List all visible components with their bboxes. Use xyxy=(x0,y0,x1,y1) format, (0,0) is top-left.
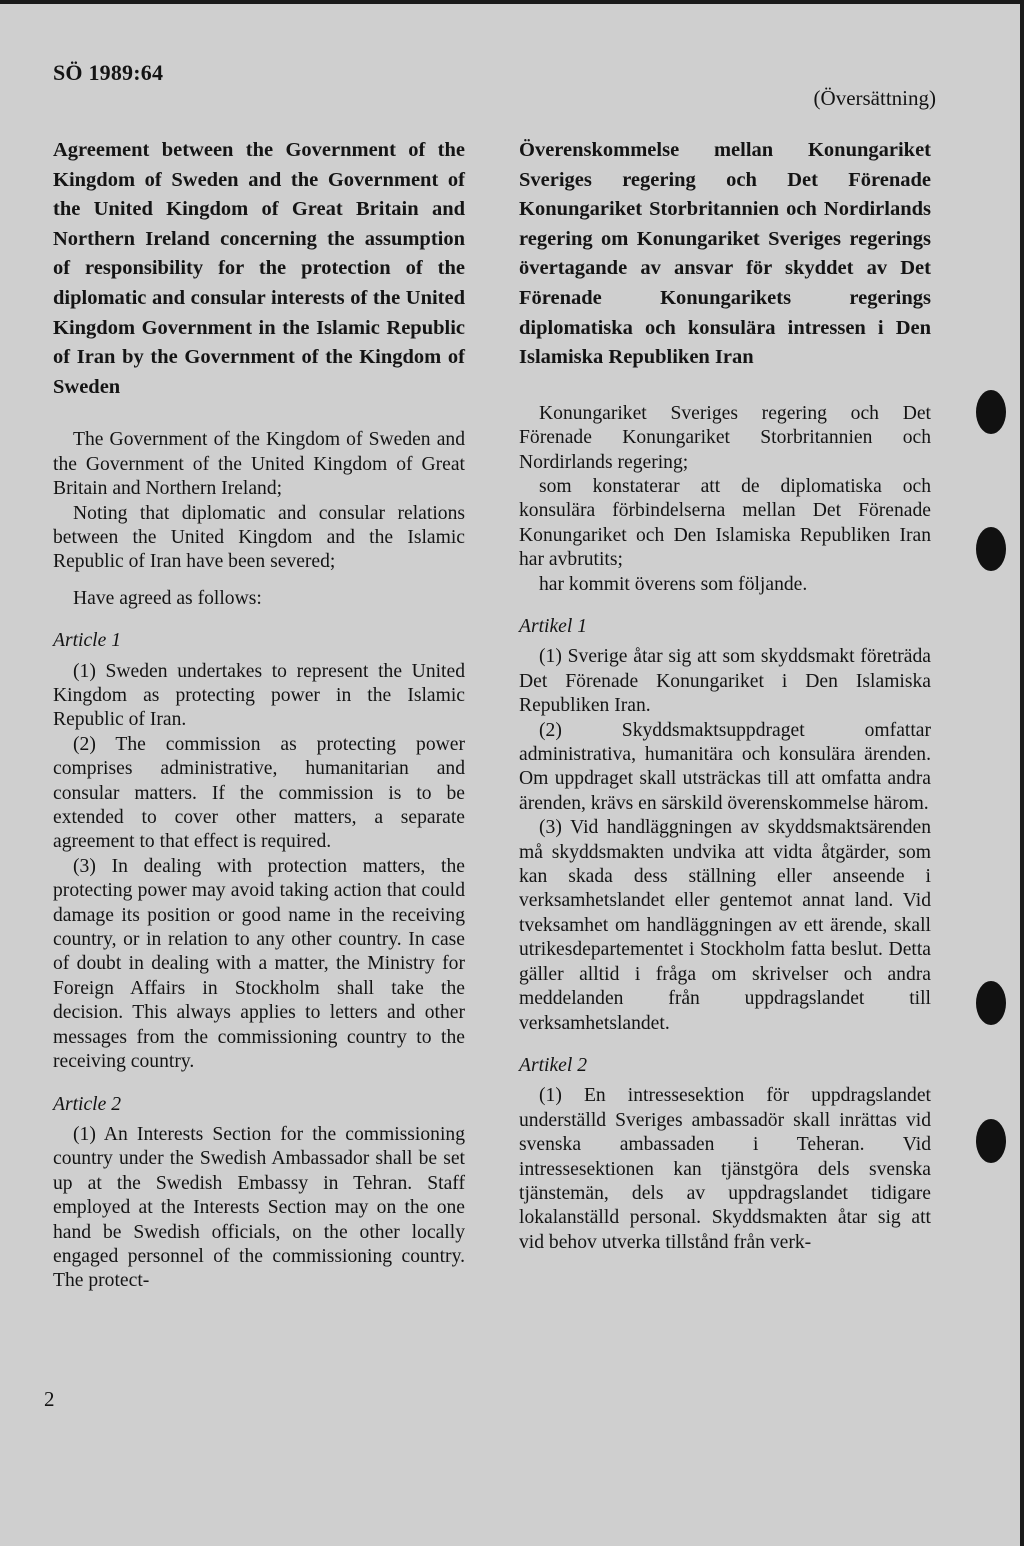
binder-hole xyxy=(976,981,1006,1025)
english-column xyxy=(53,136,465,1294)
swedish-article-1-para-2: (2) Skyddsmaktsuppdraget omfattar administrativa, humanitära och konsulära ärenden. Om uppdraget skall utsträckas till att omfatta andra ärenden, krävs en särskild överenskommelse härom. xyxy=(519,719,931,814)
swedish-article-1-para-1: (1) Sverige åtar sig att som skyddsmakt företräda Det Förenade Konungariket i Den Islamiska Republiken Iran. xyxy=(519,646,931,717)
page-number: 2 xyxy=(44,1387,55,1411)
swedish-article-1-heading: Artikel 1 xyxy=(519,616,588,637)
swedish-preamble-noting: som konstaterar att de diplomatiska och konsulära förbindelserna mellan Det Förenade Konungariket och Den Islamiska Republiken Iran har avbrutits; xyxy=(519,475,931,571)
swedish-article-1-para-3: (3) Vid handläggningen av skyddsmaktsärenden må skyddsmakten undvika att vidta åtgärder, som kan skada dess ställning eller anseende i verksamhetslandet eller gentemot annat land. Vid tveksamhet om handläggningen av ett ärende, skall utrikesdepartementet i Stockholm fatta beslut. Detta gäller alltid i fråga om skrivelser och andra meddelanden från uppdragslandet till verksamhetslandet. xyxy=(519,817,931,1034)
english-article-1-para-1: (1) Sweden undertakes to represent the United Kingdom as protecting power in the Islamic Republic of Iran. xyxy=(53,660,465,731)
english-preamble-parties: The Government of the Kingdom of Sweden and the Government of the United Kingdom of Great Britain and Northern Ireland; xyxy=(53,429,465,500)
english-preamble-noting: Noting that diplomatic and consular relations between the United Kingdom and the Islamic Republic of Iran have been severed; xyxy=(53,502,465,573)
english-article-2-para-1: (1) An Interests Section for the commissioning country under the Swedish Ambassador shall be set up at the Swedish Embassy in Tehran. Staff employed at the Interests Section may on the one hand be Swedish officials, on the other locally engaged personnel of the commissioning country. The protect- xyxy=(53,1123,465,1292)
swedish-body xyxy=(519,402,931,1255)
english-agreed: Have agreed as follows: xyxy=(73,587,262,609)
english-article-1-para-3: (3) In dealing with protection matters, the protecting power may avoid taking action that could damage its position or good name in the receiving country, or in relation to any other country. In case of doubt in dealing with a matter, the Ministry for Foreign Affairs in Stockholm shall take the decision. This always applies to letters and other messages from the commissioning country to the receiving country. xyxy=(53,855,465,1073)
english-article-2-heading: Article 2 xyxy=(53,1093,122,1115)
swedish-column xyxy=(519,136,931,1255)
binder-hole xyxy=(976,527,1006,571)
binder-hole xyxy=(976,390,1006,434)
english-article-1-heading: Article 1 xyxy=(53,630,122,652)
document-id: SÖ 1989:64 xyxy=(53,60,164,85)
swedish-agreed: har kommit överens som följande. xyxy=(539,573,808,595)
english-body xyxy=(53,428,465,1293)
swedish-article-2-heading: Artikel 2 xyxy=(519,1054,588,1076)
swedish-title: Överenskommelse mellan Konungariket Sveriges regering och Det Förenade Konungariket Storbritannien och Nordirlands regering om Konungariket Sveriges regerings övertagande av ansvar för skyddet av Det Förenade Konungarikets regerings diplomatiska och konsulära intressen i Den Islamiska Republiken Iran xyxy=(519,139,931,369)
binder-hole xyxy=(976,1119,1006,1163)
english-title: Agreement between the Government of the Kingdom of Sweden and the Government of the United Kingdom of Great Britain and Northern Ireland concerning the assumption of responsibility for the protection of the diplomatic and consular interests of the United Kingdom Government in the Islamic Republic of Iran by the Government of the Kingdom of Sweden xyxy=(53,139,465,398)
translation-label: (Översättning) xyxy=(813,86,936,110)
english-article-1-para-2: (2) The commission as protecting power comprises administrative, humanitarian and consular matters. If the commission is to be extended to cover other matters, a separate agreement to that effect is required. xyxy=(53,733,465,853)
swedish-preamble-parties: Konungariket Sveriges regering och Det Förenade Konungariket Storbritannien och Nordirlands regering; xyxy=(519,402,931,473)
swedish-article-2-para-1: (1) En intressesektion för uppdragslandet underställd Sveriges ambassadör skall inrättas vid svenska ambassaden i Teheran. Vid intressesektionen kan tjänstgöra dels svenska tjänstemän, dels av uppdragslandet tidigare lokalanställd personal. Skyddsmakten åtar sig att vid behov utverka tillstånd från verk- xyxy=(519,1085,931,1253)
